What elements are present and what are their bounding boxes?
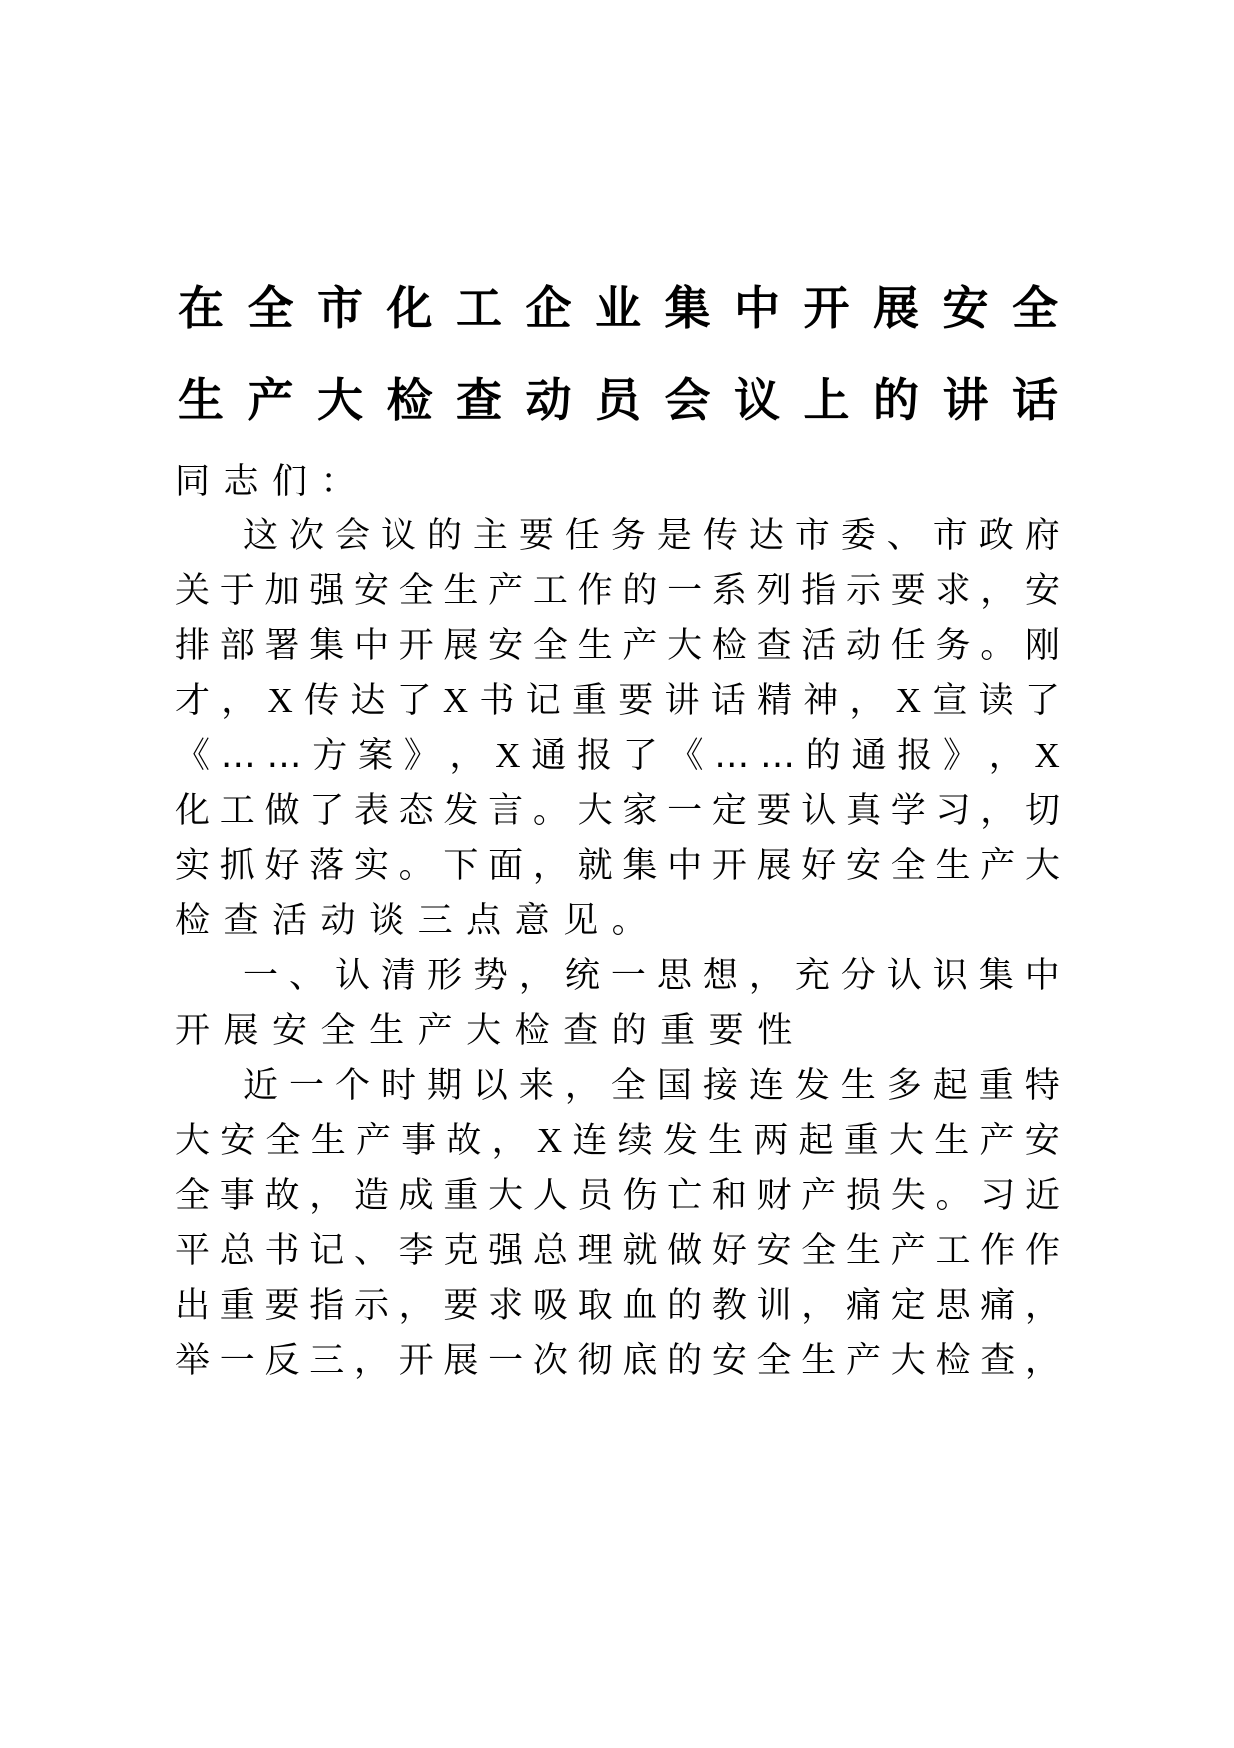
paragraph-line: 出 重 要 指 示 ， 要 求 吸 取 血 的 教 训 ， 痛 定 思 痛 ，: [175, 1286, 1060, 1326]
paragraph-line: 实 抓 好 落 实 。 下 面 ， 就 集 中 开 展 好 安 全 生 产 大: [175, 846, 1060, 886]
paragraph-line: 关 于 加 强 安 全 生 产 工 作 的 一 系 列 指 示 要 求 ， 安: [175, 571, 1060, 611]
section-heading-line: 开 展 安 全 生 产 大 检 查 的 重 要 性: [175, 1011, 793, 1051]
salutation-text: 同 志 们 ：: [175, 462, 356, 502]
paragraph-line: 检 查 活 动 谈 三 点 意 见 。: [175, 901, 647, 941]
paragraph-line: 举 一 反 三 ， 开 展 一 次 彻 底 的 安 全 生 产 大 检 查 ，: [175, 1341, 1060, 1381]
paragraph-line: 平 总 书 记 、 李 克 强 总 理 就 做 好 安 全 生 产 工 作 作: [175, 1231, 1060, 1271]
paragraph-line: 《 … … 方 案 》 ， X 通 报 了 《 … … 的 通 报 》 ， X: [175, 736, 1060, 776]
paragraph-line: 近 一 个 时 期 以 来 ， 全 国 接 连 发 生 多 起 重 特: [243, 1066, 1060, 1106]
paragraph-line: 全 事 故 ， 造 成 重 大 人 员 伤 亡 和 财 产 损 失 。 习 近: [175, 1176, 1060, 1216]
paragraph-line: 这 次 会 议 的 主 要 任 务 是 传 达 市 委 、 市 政 府: [243, 516, 1060, 556]
paragraph-line: 才 ， X 传 达 了 X 书 记 重 要 讲 话 精 神 ， X 宣 读 了: [175, 681, 1060, 721]
paragraph-line: 大 安 全 生 产 事 故 ， X 连 续 发 生 两 起 重 大 生 产 安: [175, 1121, 1060, 1161]
paragraph-line: 化 工 做 了 表 态 发 言 。 大 家 一 定 要 认 真 学 习 ， 切: [175, 791, 1060, 831]
section-heading-line: 一 、 认 清 形 势 ， 统 一 思 想 ， 充 分 认 识 集 中: [243, 956, 1060, 996]
title-line: 生 产 大 检 查 动 员 会 议 上 的 讲 话: [178, 373, 1058, 427]
title-line: 在 全 市 化 工 企 业 集 中 开 展 安 全: [178, 281, 1058, 335]
paragraph-line: 排 部 署 集 中 开 展 安 全 生 产 大 检 查 活 动 任 务 。 刚: [175, 626, 1060, 666]
